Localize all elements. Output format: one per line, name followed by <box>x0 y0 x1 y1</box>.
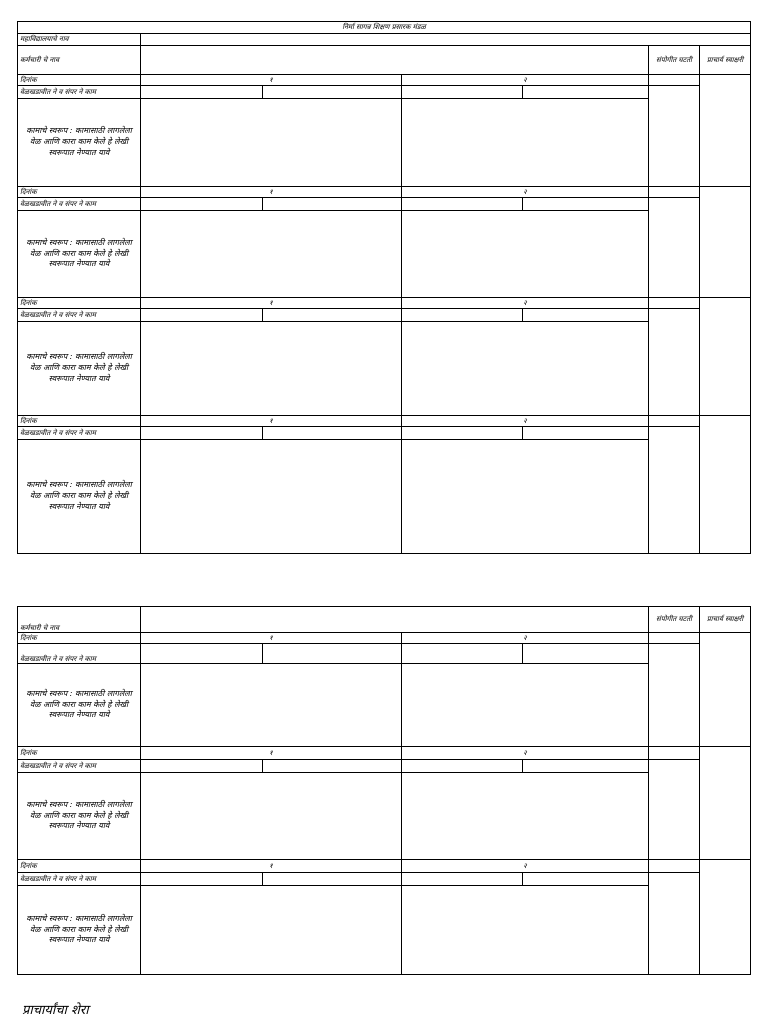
time-in-2[interactable] <box>402 198 523 211</box>
total-hours-cell[interactable] <box>649 860 700 873</box>
total-hours-cell[interactable] <box>649 416 700 427</box>
time-out-2[interactable] <box>523 198 649 211</box>
time-in-1[interactable] <box>141 309 263 322</box>
time-in-2[interactable] <box>402 873 523 886</box>
employee-name-field[interactable] <box>141 46 649 75</box>
time-out-2[interactable] <box>523 760 649 773</box>
day-1-header: १ <box>141 416 402 427</box>
time-out-1[interactable] <box>263 873 402 886</box>
work-description-day-2[interactable] <box>402 440 649 554</box>
principal-sign-header: प्राचार्य स्वाक्षरी <box>700 46 751 75</box>
work-description-label: कामाचे स्वरूप : कामासाठी लागलेला वेळ आणि कारा काम केले हे लेखी स्वरूपात नेण्यात यावे <box>18 664 141 747</box>
principal-sign-header: प्राचार्य स्वाक्षरी <box>700 607 751 633</box>
day-2-header: २ <box>402 298 649 309</box>
work-description-label: कामाचे स्वरूप : कामासाठी लागलेला वेळ आणि कारा काम केले हे लेखी स्वरूपात नेण्यात यावे <box>18 886 141 975</box>
day-2-header: २ <box>402 860 649 873</box>
date-label: दिनांक <box>18 416 141 427</box>
total-hours-value[interactable] <box>649 309 700 416</box>
employee-name-label: कर्मचारी चे नाव <box>18 607 141 633</box>
total-hours-header: संपोगीत घटती <box>649 46 700 75</box>
time-in-2[interactable] <box>402 427 523 440</box>
time-label: वेळखडावीत ने व संपर ने काम <box>18 644 141 664</box>
principal-sign-cell[interactable] <box>700 860 751 975</box>
time-label: वेळखडावीत ने व संपर ने काम <box>18 309 141 322</box>
date-label: दिनांक <box>18 860 141 873</box>
time-in-1[interactable] <box>141 427 263 440</box>
total-hours-value[interactable] <box>649 198 700 298</box>
day-1-header: १ <box>141 187 402 198</box>
day-1-header: १ <box>141 633 402 644</box>
time-in-1[interactable] <box>141 86 263 99</box>
work-description-day-1[interactable] <box>141 322 402 416</box>
date-label: दिनांक <box>18 187 141 198</box>
work-description-day-2[interactable] <box>402 211 649 298</box>
day-1-header: १ <box>141 75 402 86</box>
employee-name-field[interactable] <box>141 607 649 633</box>
day-1-header: १ <box>141 747 402 760</box>
principal-sign-cell[interactable] <box>700 633 751 747</box>
time-in-1[interactable] <box>141 644 263 664</box>
college-name-label: महाविद्यालयाचे नाव <box>18 34 141 46</box>
time-label: वेळखडावीत ने व संपर ने काम <box>18 198 141 211</box>
attendance-table-2 <box>17 606 751 975</box>
work-description-day-1[interactable] <box>141 99 402 187</box>
day-2-header: २ <box>402 633 649 644</box>
work-description-label: कामाचे स्वरूप : कामासाठी लागलेला वेळ आणि कारा काम केले हे लेखी स्वरूपात नेण्यात यावे <box>18 99 141 187</box>
college-name-field[interactable] <box>141 34 751 46</box>
work-description-label: कामाचे स्वरूप : कामासाठी लागलेला वेळ आणि कारा काम केले हे लेखी स्वरूपात नेण्यात यावे <box>18 322 141 416</box>
date-label: दिनांक <box>18 633 141 644</box>
time-out-1[interactable] <box>263 644 402 664</box>
form-title: निर्मा सागन्र शिक्षण प्रसारक मंडळ <box>18 22 751 34</box>
day-1-header: १ <box>141 298 402 309</box>
total-hours-value[interactable] <box>649 644 700 747</box>
day-1-header: १ <box>141 860 402 873</box>
work-description-day-1[interactable] <box>141 773 402 860</box>
work-description-day-1[interactable] <box>141 886 402 975</box>
work-description-label: कामाचे स्वरूप : कामासाठी लागलेला वेळ आणि कारा काम केले हे लेखी स्वरूपात नेण्यात यावे <box>18 211 141 298</box>
time-label: वेळखडावीत ने व संपर ने काम <box>18 873 141 886</box>
time-in-1[interactable] <box>141 873 263 886</box>
time-label: वेळखडावीत ने व संपर ने काम <box>18 760 141 773</box>
total-hours-value[interactable] <box>649 86 700 187</box>
day-2-header: २ <box>402 747 649 760</box>
time-label: वेळखडावीत ने व संपर ने काम <box>18 86 141 99</box>
total-hours-cell[interactable] <box>649 747 700 760</box>
time-in-2[interactable] <box>402 86 523 99</box>
time-out-1[interactable] <box>263 198 402 211</box>
time-out-1[interactable] <box>263 760 402 773</box>
work-description-day-1[interactable] <box>141 664 402 747</box>
attendance-table-1 <box>17 21 751 554</box>
total-hours-value[interactable] <box>649 427 700 554</box>
work-description-day-1[interactable] <box>141 211 402 298</box>
work-description-day-2[interactable] <box>402 322 649 416</box>
time-out-2[interactable] <box>523 873 649 886</box>
total-hours-value[interactable] <box>649 873 700 975</box>
date-label: दिनांक <box>18 298 141 309</box>
time-out-2[interactable] <box>523 427 649 440</box>
principal-sign-cell[interactable] <box>700 75 751 187</box>
time-in-1[interactable] <box>141 198 263 211</box>
total-hours-cell[interactable] <box>649 633 700 644</box>
date-label: दिनांक <box>18 75 141 86</box>
time-out-2[interactable] <box>523 86 649 99</box>
principal-sign-cell[interactable] <box>700 298 751 416</box>
time-in-2[interactable] <box>402 644 523 664</box>
work-description-label: कामाचे स्वरूप : कामासाठी लागलेला वेळ आणि कारा काम केले हे लेखी स्वरूपात नेण्यात यावे <box>18 440 141 554</box>
time-out-2[interactable] <box>523 644 649 664</box>
total-hours-value[interactable] <box>649 760 700 860</box>
principal-sign-cell[interactable] <box>700 187 751 298</box>
work-description-day-2[interactable] <box>402 773 649 860</box>
total-hours-header: संपोगीत घटती <box>649 607 700 633</box>
total-hours-cell[interactable] <box>649 187 700 198</box>
work-description-label: कामाचे स्वरूप : कामासाठी लागलेला वेळ आणि कारा काम केले हे लेखी स्वरूपात नेण्यात यावे <box>18 773 141 860</box>
time-out-2[interactable] <box>523 309 649 322</box>
work-description-day-2[interactable] <box>402 664 649 747</box>
total-hours-cell[interactable] <box>649 75 700 86</box>
time-in-2[interactable] <box>402 760 523 773</box>
time-in-2[interactable] <box>402 309 523 322</box>
principal-sign-cell[interactable] <box>700 747 751 860</box>
day-2-header: २ <box>402 75 649 86</box>
employee-name-label: कर्मचारी चे नाव <box>18 46 141 75</box>
total-hours-cell[interactable] <box>649 298 700 309</box>
time-label: वेळखडावीत ने व संपर ने काम <box>18 427 141 440</box>
time-out-1[interactable] <box>263 309 402 322</box>
work-description-day-2[interactable] <box>402 886 649 975</box>
principal-sign-cell[interactable] <box>700 416 751 554</box>
time-out-1[interactable] <box>263 427 402 440</box>
work-description-day-1[interactable] <box>141 440 402 554</box>
time-out-1[interactable] <box>263 86 402 99</box>
work-description-day-2[interactable] <box>402 99 649 187</box>
day-2-header: २ <box>402 187 649 198</box>
day-2-header: २ <box>402 416 649 427</box>
principal-remarks-label: प्राचार्यांचा शेरा <box>22 1003 89 1018</box>
date-label: दिनांक <box>18 747 141 760</box>
time-in-1[interactable] <box>141 760 263 773</box>
